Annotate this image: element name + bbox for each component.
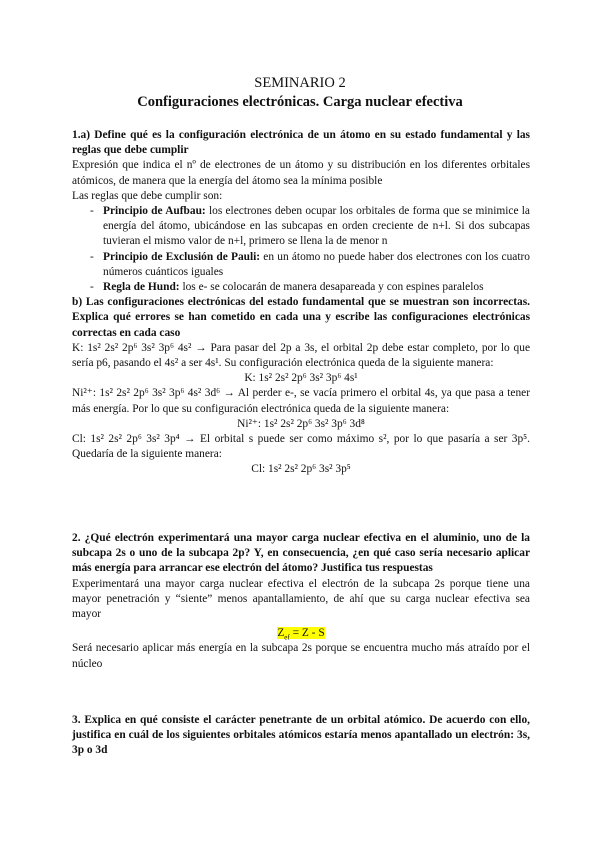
ni-correct-config: Ni²⁺: 1s² 2s² 2p⁶ 3s² 3p⁶ 3d⁸	[237, 417, 365, 430]
rules-intro: Las reglas que debe cumplir son:	[72, 189, 223, 202]
answer-1a: Expresión que indica el nº de electrones de un átomo y su distribución en los diferentes orbitales atómicos, de manera que la energía del átomo sea la mínima posible	[72, 159, 530, 187]
k-wrong-config: K: 1s² 2s² 2p⁶ 3s² 3p⁶ 4s²	[72, 341, 192, 354]
cl-correct-config: Cl: 1s² 2s² 2p⁶ 3s² 3p⁵	[251, 463, 351, 476]
dash-bullet: -	[90, 205, 94, 218]
document-subtitle: Configuraciones electrónicas. Carga nuclear efectiva	[137, 94, 463, 110]
rules-list	[72, 204, 530, 295]
rule-name: Principio de Aufbau:	[103, 205, 206, 218]
k-explanation: → Para pasar del 2p a 3s, el orbital 2p debe estar completo, por lo que sería p6, pasando el 4s² a ser 4s¹. Su configuración electrónica queda de la siguiente manera:	[72, 341, 530, 370]
ni-explanation: → Al perder e-, se vacía primero el orbital 4s, ya que pasa a tener más energía. Por lo que su configuración electrónica queda de la siguiente manera:	[72, 387, 530, 415]
ni-paragraph	[72, 386, 530, 416]
cl-wrong-config: Cl: 1s² 2s² 2p⁶ 3s² 3p⁴	[72, 433, 180, 446]
question-2: 2. ¿Qué electrón experimentará una mayor carga nuclear efectiva en el aluminio, uno de la subcapa 2s o uno de la subcapa 2p? Y, en consecuencia, ¿en qué caso sería necesario aplicar más energía para arrancar ese electrón del átomo? Justifica tus respuestas	[72, 532, 530, 575]
rule-pauli	[72, 250, 530, 280]
conclusion-2: Será necesario aplicar más energía en la subcapa 2s porque se encuentra mucho más atraído por el núcleo	[72, 642, 530, 670]
formula-highlight	[277, 627, 325, 642]
rule-text: los electrones deben ocupar los orbitales de forma que se minimice la energía del átomo, ubicándose en las subcapas en orden creciente de n+l. Si dos subcapas tuvieran el mismo valor de n+l, primero se llena la de menor n	[103, 205, 530, 248]
section-2	[72, 531, 530, 672]
section-3	[72, 713, 530, 759]
k-paragraph	[72, 341, 530, 371]
rule-name: Principio de Exclusión de Pauli:	[103, 250, 261, 263]
answer-2: Experimentará una mayor carga nuclear efectiva el electrón de la subcapa 2s porque tiene una mayor penetración y “siente” menos apantallamiento, de ahí que su carga nuclear efectiva sea mayor	[72, 577, 530, 621]
section-1	[72, 128, 530, 478]
zef-formula	[72, 626, 530, 641]
formula-rest: = Z - S	[289, 627, 325, 640]
cl-explanation: → El orbital s puede ser como máximo s², por lo que pasaría a ser 3p⁵. Quedaría de la siguiente manera:	[72, 433, 530, 461]
question-3: 3. Explica en qué consiste el carácter penetrante de un orbital atómico. De acuerdo con ello, justifica en cuál de los siguientes orbitales atómicos estaría menos apantallado un electrón: 3s, 3p o 3d	[72, 714, 530, 757]
formula-z: Z	[277, 627, 285, 640]
document-title: SEMINARIO 2	[254, 75, 346, 91]
cl-paragraph	[72, 432, 530, 462]
rule-hund	[72, 280, 530, 295]
ni-wrong-config: Ni²⁺: 1s² 2s² 2p⁶ 3s² 3p⁶ 4s² 3d⁶	[72, 387, 221, 400]
question-1b: b) Las configuraciones electrónicas del estado fundamental que se muestran son incorrectas. Explica qué errores se han cometido en cada una y escribe las configuraciones electrónicas correctas en cada caso	[72, 296, 530, 339]
formula-subscript: ef	[284, 633, 290, 642]
question-1a: 1.a) Define qué es la configuración electrónica de un átomo en su estado fundamental y las reglas que debe cumplir	[72, 129, 530, 157]
rule-aufbau	[72, 204, 530, 250]
rule-text: los e- se colocarán de manera desapareada y con espines paralelos	[179, 281, 484, 294]
k-correct-config: K: 1s² 2s² 2p⁶ 3s² 3p⁶ 4s¹	[244, 372, 358, 385]
dash-bullet: -	[90, 250, 94, 263]
rule-name: Regla de Hund:	[103, 281, 180, 294]
dash-bullet: -	[90, 281, 94, 294]
rule-text: en un átomo no puede haber dos electrones con los cuatro números cuánticos iguales	[103, 250, 531, 278]
